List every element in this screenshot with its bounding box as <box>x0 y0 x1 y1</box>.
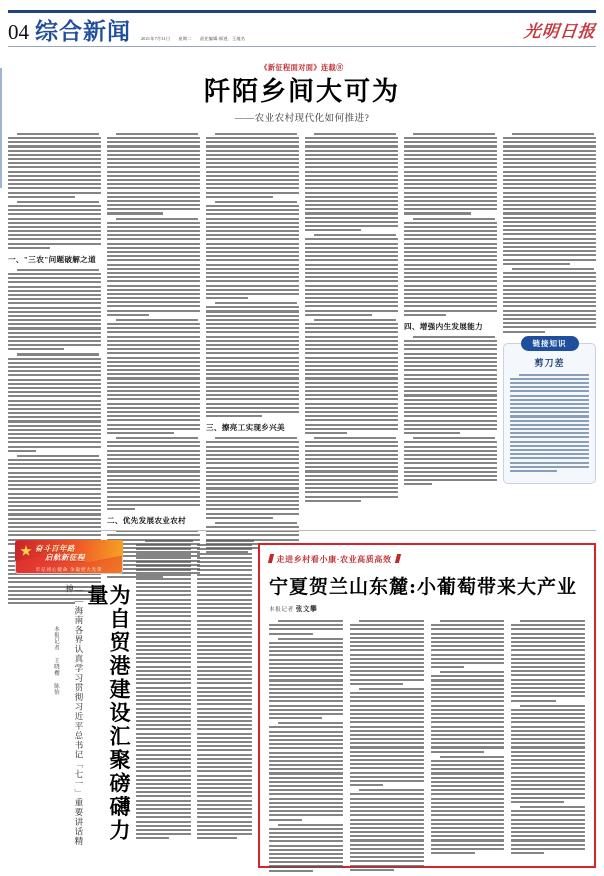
red-feature-column-4 <box>511 620 585 875</box>
paragraph <box>350 789 424 871</box>
red-bordered-feature <box>258 543 596 868</box>
paragraph <box>431 671 505 753</box>
paragraph <box>8 353 101 451</box>
section-heading-3: 三、擦亮工实现乡兴美 <box>206 423 285 433</box>
knowledge-box-title: 剪刀差 <box>534 357 565 368</box>
lead-headline: 阡陌乡间大可为 <box>203 77 400 107</box>
paragraph <box>8 133 101 198</box>
paragraph <box>404 133 497 215</box>
red-feature-headline: 宁夏贺兰山东麓:小葡萄带来大产业 <box>269 576 578 598</box>
paragraph <box>305 133 398 231</box>
issue-weekday: 星期二 <box>178 35 192 41</box>
vertical-text-row <box>8 584 130 854</box>
left-margin-rule <box>0 68 2 188</box>
paragraph <box>511 620 585 702</box>
lead-subhead: ——农业农村现代化如何推进? <box>234 113 370 124</box>
paragraph <box>8 269 101 351</box>
vertical-feature-byline: 本报记者 王晓樱 陈怡 <box>53 626 59 696</box>
vertical-feature-article <box>8 540 130 854</box>
paragraph <box>511 806 585 854</box>
logo-line-2: 启航新征程 <box>45 553 85 562</box>
paragraph <box>511 705 585 803</box>
logo-subtitle: 牢记初心使命 争取更大光荣 <box>35 567 103 572</box>
red-feature-columns <box>269 620 585 875</box>
vertical-feature-subtitle: ——海南各界认真学习贯彻习近平总书记「七一」重要讲话精神 <box>64 584 84 846</box>
paragraph <box>206 302 299 417</box>
section-heading-2: 二、优先发展农业农村 <box>107 516 186 526</box>
lead-article <box>8 47 596 124</box>
paragraph <box>404 218 497 316</box>
section-heading-4: 四、增强内生发展能力 <box>404 321 483 331</box>
paragraph <box>136 540 191 839</box>
paragraph <box>206 201 299 299</box>
paragraph <box>197 540 252 839</box>
publication-brand: 光明日报 <box>522 22 597 42</box>
bottom-column-a <box>136 540 191 842</box>
paragraph <box>503 133 596 265</box>
paragraph <box>269 824 343 872</box>
kicker-left-slash-icon <box>268 554 274 563</box>
paragraph <box>269 722 343 820</box>
paragraph <box>305 437 398 502</box>
bottom-middle-col-wrap <box>136 540 252 842</box>
paragraph <box>107 218 200 316</box>
red-feature-column-2 <box>350 620 424 875</box>
red-feature-byline <box>269 603 585 613</box>
paragraph <box>350 620 424 685</box>
knowledge-box-pill: 链接知识 <box>521 336 579 351</box>
paragraph <box>107 133 200 215</box>
issue-editors: 责任编辑:邢进、王地名 <box>199 35 246 41</box>
paragraph <box>206 133 299 198</box>
page-number: 04 <box>8 20 29 44</box>
section-heading-1: 一、"三农"问题破解之道 <box>8 254 96 264</box>
zone-divider-rule <box>8 530 596 531</box>
paragraph <box>8 455 101 545</box>
article-column-4 <box>305 133 398 607</box>
paragraph <box>107 437 200 510</box>
paragraph <box>503 268 596 333</box>
issue-date: 2021年7月31日 <box>141 35 171 41</box>
paragraph <box>431 620 505 668</box>
paragraph <box>8 201 101 249</box>
issue-meta <box>141 37 252 43</box>
logo-line-1: 奋斗百年路 <box>35 544 75 553</box>
paragraph <box>305 319 398 434</box>
knowledge-sidebar-box <box>503 338 596 484</box>
article-column-2 <box>107 133 200 607</box>
byline-label: 本报记者 <box>269 607 294 613</box>
paragraph <box>269 638 343 720</box>
paragraph <box>305 234 398 316</box>
article-column-3 <box>206 133 299 607</box>
knowledge-box-body <box>510 374 589 472</box>
masthead <box>8 13 596 47</box>
newspaper-page <box>0 10 604 876</box>
lead-article-columns <box>8 129 596 607</box>
bottom-column-b <box>197 540 252 842</box>
byline-name: 张文攀 <box>295 606 318 613</box>
red-feature-column-1 <box>269 620 343 875</box>
paragraph <box>107 319 200 434</box>
bottom-middle-columns <box>136 540 252 842</box>
paragraph <box>404 336 497 434</box>
red-feature-column-3 <box>431 620 505 875</box>
article-column-5 <box>404 133 497 607</box>
paragraph <box>404 437 497 485</box>
paragraph <box>431 756 505 854</box>
paragraph <box>350 688 424 786</box>
party-centenary-logo <box>15 540 123 574</box>
lead-kicker: 《新征程面对面》连载⑧ <box>260 64 344 72</box>
article-column-1 <box>8 133 101 607</box>
article-column-6 <box>503 133 596 607</box>
lead-kicker-wrap <box>8 57 596 75</box>
paragraph <box>269 620 343 635</box>
paragraph <box>206 437 299 519</box>
kicker-right-slash-icon <box>394 554 400 563</box>
red-feature-kicker: 走进乡村看小康·农业高质高效 <box>276 555 392 564</box>
vertical-feature-title: 为自贸港建设汇聚磅礴力量 <box>84 584 132 843</box>
section-title: 综合新闻 <box>35 18 131 45</box>
red-feature-kicker-row <box>269 554 585 565</box>
